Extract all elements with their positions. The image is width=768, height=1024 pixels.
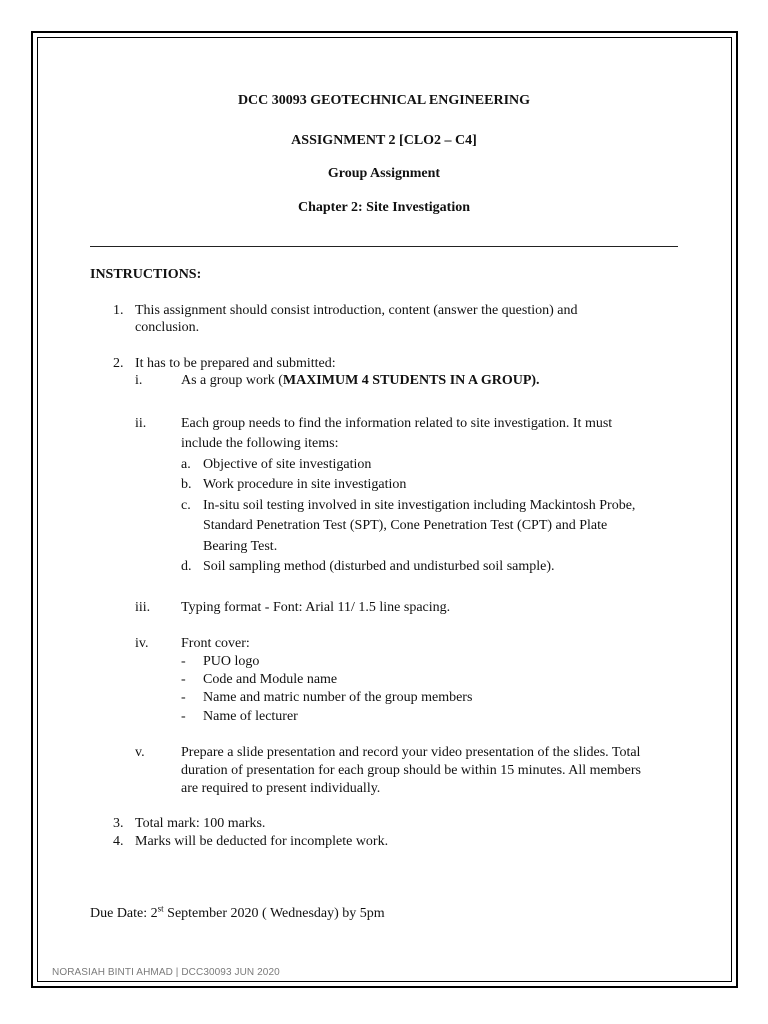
item-3-text: Total mark: 100 marks.: [135, 816, 266, 831]
cover-item-4: Name of lecturer: [203, 709, 298, 724]
item-1-line-1: This assignment should consist introduction, content (answer the question) and: [135, 303, 578, 318]
subitem-i-text: As a group work (MAXIMUM 4 STUDENTS IN A GROUP).: [181, 373, 540, 388]
item-1-line-2: conclusion.: [135, 320, 200, 335]
subitem-iv-number: iv.: [135, 636, 149, 651]
item-2-number: 2.: [113, 356, 124, 371]
list-a-text: Objective of site investigation: [203, 457, 372, 472]
cover-item-1: PUO logo: [203, 654, 260, 669]
subitem-iii-text: Typing format - Font: Arial 11/ 1.5 line spacing.: [181, 600, 451, 615]
item-2-text: It has to be prepared and submitted:: [135, 356, 336, 371]
cover-dash-3: -: [181, 690, 186, 705]
cover-item-3: Name and matric number of the group members: [203, 690, 473, 705]
list-c-line-1: In-situ soil testing involved in site investigation including Mackintosh Probe,: [203, 498, 636, 513]
subitem-ii-number: ii.: [135, 416, 147, 431]
instructions-heading: INSTRUCTIONS:: [90, 267, 202, 282]
subitem-v-line-1: Prepare a slide presentation and record your video presentation of the slides. Total: [181, 745, 641, 760]
cover-dash-4: -: [181, 709, 186, 724]
cover-dash-2: -: [181, 672, 186, 687]
page-footer: NORASIAH BINTI AHMAD | DCC30093 JUN 2020: [52, 967, 280, 978]
item-1-number: 1.: [113, 303, 124, 318]
separator-line: [90, 246, 678, 247]
subitem-ii-line-1: Each group needs to find the information related to site investigation. It must: [181, 416, 613, 431]
list-d-text: Soil sampling method (disturbed and undisturbed soil sample).: [203, 559, 555, 574]
chapter-title: Chapter 2: Site Investigation: [297, 200, 471, 215]
assignment-title: ASSIGNMENT 2 [CLO2 – C4]: [291, 133, 477, 148]
item-4-text: Marks will be deducted for incomplete work.: [135, 834, 389, 849]
course-title: DCC 30093 GEOTECHNICAL ENGINEERING: [237, 93, 531, 108]
list-d-letter: d.: [181, 559, 192, 574]
due-date-ordinal: st: [157, 903, 164, 914]
subitem-iv-text: Front cover:: [181, 636, 250, 651]
list-a-letter: a.: [181, 457, 191, 472]
subitem-v-number: v.: [135, 745, 145, 760]
assignment-type: Group Assignment: [327, 166, 441, 181]
list-b-letter: b.: [181, 477, 192, 492]
subitem-ii-line-2: include the following items:: [181, 436, 339, 451]
subitem-iii-number: iii.: [135, 600, 151, 615]
subitem-i-number: i.: [135, 373, 143, 388]
list-c-line-2: Standard Penetration Test (SPT), Cone Penetration Test (CPT) and Plate: [203, 518, 608, 533]
item-4-number: 4.: [113, 834, 124, 849]
due-date: Due Date: 2st September 2020 ( Wednesday) by 5pm: [90, 903, 385, 921]
subitem-v-line-3: are required to present individually.: [181, 781, 381, 796]
subitem-i-emphasis: MAXIMUM 4 STUDENTS IN A GROUP).: [282, 373, 540, 388]
subitem-v-line-2: duration of presentation for each group should be within 15 minutes. All members: [181, 763, 641, 778]
cover-item-2: Code and Module name: [203, 672, 338, 687]
cover-dash-1: -: [181, 654, 186, 669]
list-b-text: Work procedure in site investigation: [203, 477, 407, 492]
list-c-letter: c.: [181, 498, 191, 513]
list-c-line-3: Bearing Test.: [203, 539, 278, 554]
item-3-number: 3.: [113, 816, 124, 831]
